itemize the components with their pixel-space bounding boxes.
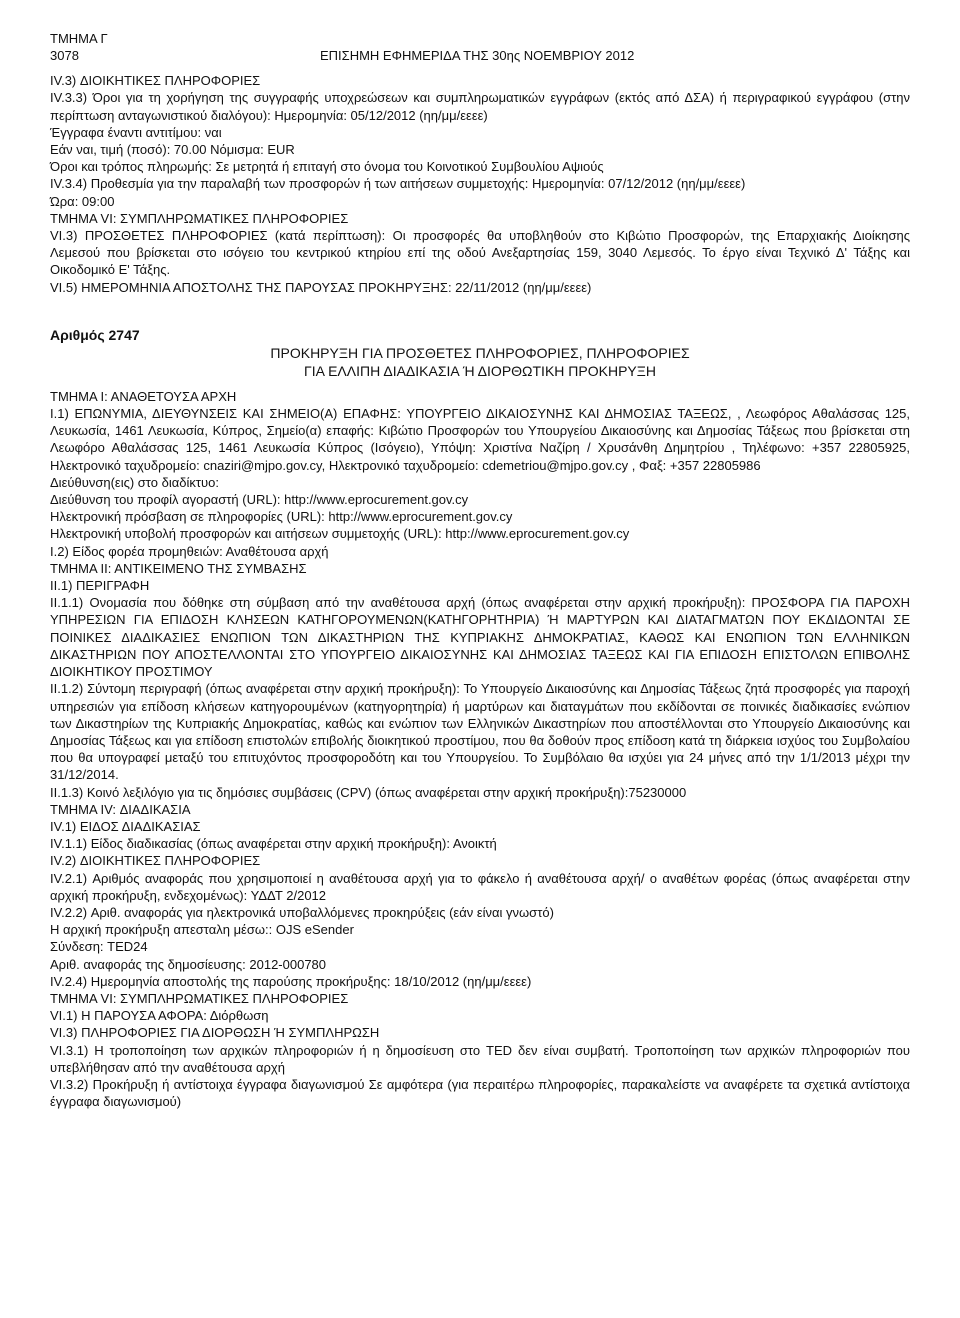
gazette-title: ΕΠΙΣΗΜΗ ΕΦΗΜΕΡΙΔΑ ΤΗΣ 30ης ΝΟΕΜΒΡΙΟΥ 2012 [320, 48, 635, 64]
text-line: Ηλεκτρονική πρόσβαση σε πληροφορίες (URL): http://www.eprocurement.gov.cy [50, 509, 513, 525]
text-line: IV.2) ΔΙΟΙΚΗΤΙΚΕΣ ΠΛΗΡΟΦΟΡΙΕΣ [50, 853, 261, 869]
document-page [50, 30, 910, 1110]
page-header [50, 47, 910, 64]
text-line: IV.1) ΕΙΔΟΣ ΔΙΑΔΙΚΑΣΙΑΣ [50, 818, 201, 834]
text-line: II.1.3) Κοινό λεξιλόγιο για τις δημόσιες συμβάσεις (CPV) (όπως αναφέρεται στην αρχική προκήρυξη):75230000 [50, 784, 687, 800]
paragraph: VI.3.1) Η τροποποίηση των αρχικών πληροφοριών ή η δημοσίευση στο TED δεν είναι συμβατή. Τροποποίηση των αρχικών πληροφοριών που υπεβλήθησαν από την αναθέτουσα αρχή [50, 1042, 910, 1075]
text-line: IV.3.4) Προθεσμία για την παραλαβή των προσφορών ή των αιτήσεων συμμετοχής: Ημερομηνία: 07/12/2012 (ηη/μμ/εεεε) [50, 176, 746, 192]
paragraph: IV.3.3) Όροι για τη χορήγηση της συγγραφής υποχρεώσεων και συμπληρωματικών εγγράφων (εκτός από ΔΣΑ) ή περιγραφικού εγγράφου (στην περίπτωση ανταγωνιστικού διαλόγου): Ημερομηνία: 05/12/2012 (ηη/μμ/εεεε) [50, 90, 910, 123]
text-line: Έγγραφα έναντι αντιτίμου: ναι [50, 124, 222, 140]
section-heading: ΤΜΗΜΑ VI: ΣΥΜΠΛΗΡΩΜΑΤΙΚΕΣ ΠΛΗΡΟΦΟΡΙΕΣ [50, 990, 349, 1006]
paragraph: VI.3) ΠΡΟΣΘΕΤΕΣ ΠΛΗΡΟΦΟΡΙΕΣ (κατά περίπτωση): Οι προσφορές θα υποβληθούν στο Κιβώτιο Προσφορών, της Επαρχιακής Διοίκησης Λεμεσού που βρίσκεται στο ισόγειο του κεντρικού κτηρίου επί της οδού Ανεξαρτησίας 159, 3040 Λεμεσός. Το έργο είναι Τεχνικό Δ' Τάξης και Οικοδομικό Ε' Τάξης. [50, 228, 910, 278]
text-line: VI.3) ΠΛΗΡΟΦΟΡΙΕΣ ΓΙΑ ΔΙΟΡΘΩΣΗ Ή ΣΥΜΠΛΗΡΩΣΗ [50, 1025, 380, 1041]
paragraph: II.1.2) Σύντομη περιγραφή (όπως αναφέρεται στην αρχική προκήρυξη): Το Υπουργείο Δικαιοσύνης και Δημοσίας Τάξεως ζητά προσφορές για παροχή υπηρεσιών για επίδοση κλήσεων κατηγορουμένων (κατηγορητηρία) ή μαρτύρων και διαταγμάτων που εκδίδονται σε ποινικές διαδικασίες ενώπιον των Δικαστηρίων της Κυπριακής Δημοκρατίας, καθώς και ενώπιον των Ελληνικών Δικαστηρίων που αποστέλλονται στο Υπουργείο Δικαιοσύνης και Δημοσίας Τάξεως και για επίδοση επιστολών επιβολής διοικητικού προστίμου, που θα δοθούν προς επίδοση κατά τη διάρκεια ισχύος του Συμβολαίου που θα υπογραφεί μεταξύ του επιτυχόντος προσφοροδότη και του Υπουργείου. Το Συμβόλαιο θα ισχύει για 24 μήνες από την 1/1/2013 μέχρι την 31/12/2014. [50, 681, 910, 783]
paragraph: IV.2.1) Αριθμός αναφοράς που χρησιμοποιεί η αναθέτουσα αρχή για το φάκελο ή αναθέτουσα αρχή/ ο αναθέτων φορέας (όπως αναφέρεται στην αρχική προκήρυξη, ενδεχομένως): ΥΔΔΤ 2/2012 [50, 870, 910, 903]
text-line: Ώρα: 09:00 [50, 193, 115, 209]
text-line: IV.1.1) Είδος διαδικασίας (όπως αναφέρεται στην αρχική προκήρυξη): Ανοικτή [50, 836, 497, 852]
text-line: IV.2.2) Αριθ. αναφοράς για ηλεκτρονικά υποβαλλόμενες προκηρύξεις (εάν είναι γνωστό) [50, 904, 554, 920]
notice-number: Αριθμός 2747 [50, 326, 140, 343]
notice-title-line-2: ΓΙΑ ΕΛΛΙΠΗ ΔΙΑΔΙΚΑΣΙΑ Ή ΔΙΟΡΘΩΤΙΚΗ ΠΡΟΚΗΡΥΞΗ [304, 362, 656, 379]
notice-title-line-1: ΠΡΟΚΗΡΥΞΗ ΓΙΑ ΠΡΟΣΘΕΤΕΣ ΠΛΗΡΟΦΟΡΙΕΣ, ΠΛΗΡΟΦΟΡΙΕΣ [270, 344, 690, 361]
text-line: Ηλεκτρονική υποβολή προσφορών και αιτήσεων συμμετοχής (URL): http://www.eprocurement.gov.cy [50, 526, 630, 542]
text-line: IV.3) ΔΙΟΙΚΗΤΙΚΕΣ ΠΛΗΡΟΦΟΡΙΕΣ [50, 73, 261, 89]
text-line: Εάν ναι, τιμή (ποσό): 70.00 Νόμισμα: EUR [50, 142, 295, 158]
text-line: Διεύθυνση του προφίλ αγοραστή (URL): http://www.eprocurement.gov.cy [50, 492, 469, 508]
text-line: IV.2.4) Ημερομηνία αποστολής της παρούσης προκήρυξης: 18/10/2012 (ηη/μμ/εεεε) [50, 973, 532, 989]
text-line: Διεύθυνση(εις) στο διαδίκτυο: [50, 474, 219, 490]
section-heading: ΤΜΗΜΑ IV: ΔΙΑΔΙΚΑΣΙΑ [50, 801, 191, 817]
section-heading: ΤΜΗΜΑ ΙΙ: ΑΝΤΙΚΕΙΜΕΝΟ ΤΗΣ ΣΥΜΒΑΣΗΣ [50, 560, 307, 576]
section-heading: ΤΜΗΜΑ VI: ΣΥΜΠΛΗΡΩΜΑΤΙΚΕΣ ΠΛΗΡΟΦΟΡΙΕΣ [50, 210, 349, 226]
text-line: VI.1) Η ΠΑΡΟΥΣΑ ΑΦΟΡΑ: Διόρθωση [50, 1008, 269, 1024]
text-line: Η αρχική προκήρυξη απεσταλη μέσω:: OJS eSender [50, 922, 354, 938]
section-heading: ΤΜΗΜΑ Ι: ΑΝΑΘΕΤΟΥΣΑ ΑΡΧΗ [50, 388, 237, 404]
paragraph: II.1.1) Ονομασία που δόθηκε στη σύμβαση από την αναθέτουσα αρχή (όπως αναφέρεται στην αρχική προκήρυξη): ΠΡΟΣΦΟΡΑ ΓΙΑ ΠΑΡΟΧΗ ΥΠΗΡΕΣΙΩΝ ΓΙΑ ΕΠΙΔΟΣΗ ΚΛΗΣΕΩΝ ΚΑΤΗΓΟΡΟΥΜΕΝΩΝ(ΚΑΤΗΓΟΡΗΤΗΡΙΑ) Ή ΜΑΡΤΥΡΩΝ ΚΑΙ ΔΙΑΤΑΓΜΑΤΩΝ ΠΟΥ ΕΚΔΙΔΟΝΤΑΙ ΣΕ ΠΟΙΝΙΚΕΣ ΔΙΑΔΙΚΑΣΙΕΣ ΕΝΩΠΙΟΝ ΤΩΝ ΔΙΚΑΣΤΗΡΙΩΝ ΤΗΣ ΚΥΠΡΙΑΚΗΣ ΔΗΜΟΚΡΑΤΙΑΣ, ΚΑΘΩΣ ΚΑΙ ΕΝΩΠΙΟΝ ΤΩΝ ΕΛΛΗΝΙΚΩΝ ΔΙΚΑΣΤΗΡΙΩΝ ΠΟΥ ΑΠΟΣΤΕΛΛΟΝΤΑΙ ΣΤΟ ΥΠΟΥΡΓΕΙΟ ΔΙΚΑΙΟΣΥΝΗΣ ΚΑΙ ΔΗΜΟΣΙΑΣ ΤΑΞΕΩΣ ΚΑΙ ΓΙΑ ΕΠΙΔΟΣΗ ΕΠΙΣΤΟΛΩΝ ΕΠΙΒΟΛΗΣ ΔΙΟΙΚΗΤΙΚΟΥ ΠΡΟΣΤΙΜΟΥ [50, 595, 910, 680]
page-number: 3078 [50, 48, 79, 64]
text-line: Αριθ. αναφοράς της δημοσίευσης: 2012-000780 [50, 956, 327, 972]
text-line: Όροι και τρόπος πληρωμής: Σε μετρητά ή επιταγή στο όνομα του Κοινοτικού Συμβουλίου Αψιούς [50, 159, 604, 175]
paragraph: VI.3.2) Προκήρυξη ή αντίστοιχα έγγραφα διαγωνισμού Σε αμφότερα (για περαιτέρω πληροφορίες, παρακαλείστε να αναφέρετε τα σχετικά αντίστοιχα έγγραφα διαγωνισμού) [50, 1076, 910, 1110]
text-line: VI.5) ΗΜΕΡΟΜΗΝΙΑ ΑΠΟΣΤΟΛΗΣ ΤΗΣ ΠΑΡΟΥΣΑΣ ΠΡΟΚΗΡΥΞΗΣ: 22/11/2012 (ηη/μμ/εεεε) [50, 279, 592, 295]
section-label: ΤΜΗΜΑ Γ [50, 31, 108, 46]
text-line: I.2) Είδος φορέα προμηθειών: Αναθέτουσα αρχή [50, 543, 329, 559]
text-line: Σύνδεση: TED24 [50, 939, 148, 955]
paragraph: I.1) ΕΠΩΝΥΜΙΑ, ΔΙΕΥΘΥΝΣΕΙΣ ΚΑΙ ΣΗΜΕΙΟ(Α) ΕΠΑΦΗΣ: ΥΠΟΥΡΓΕΙΟ ΔΙΚΑΙΟΣΥΝΗΣ ΚΑΙ ΔΗΜΟΣΙΑΣ ΤΑΞΕΩΣ, , Λεωφόρος Αθαλάσσας 125, Λευκωσία, 1461 Λευκωσία, Κύπρος, Σημείο(α) επαφής: Κιβώτιο Προσφορών του Υπουργείου Δικαιοσύνης και Δημοσίας Τάξεως που βρίσκεται στη Λεωφόρο Αθαλάσσας 125, 1461 Λευκωσία Κύπρος (Ισόγειο), Υπόψη: Χριστίνα Ναζίρη / Χρυσάνθη Δημητρίου , Τηλέφωνο: +357 22805925, Ηλεκτρονικό ταχυδρομείο: cnaziri@mjpo.gov.cy, Ηλεκτρονικό ταχυδρομείο: cdemetriou@mjpo.gov.cy , Φαξ: +357 22805986 [50, 406, 910, 473]
text-line: II.1) ΠΕΡΙΓΡΑΦΗ [50, 578, 150, 594]
